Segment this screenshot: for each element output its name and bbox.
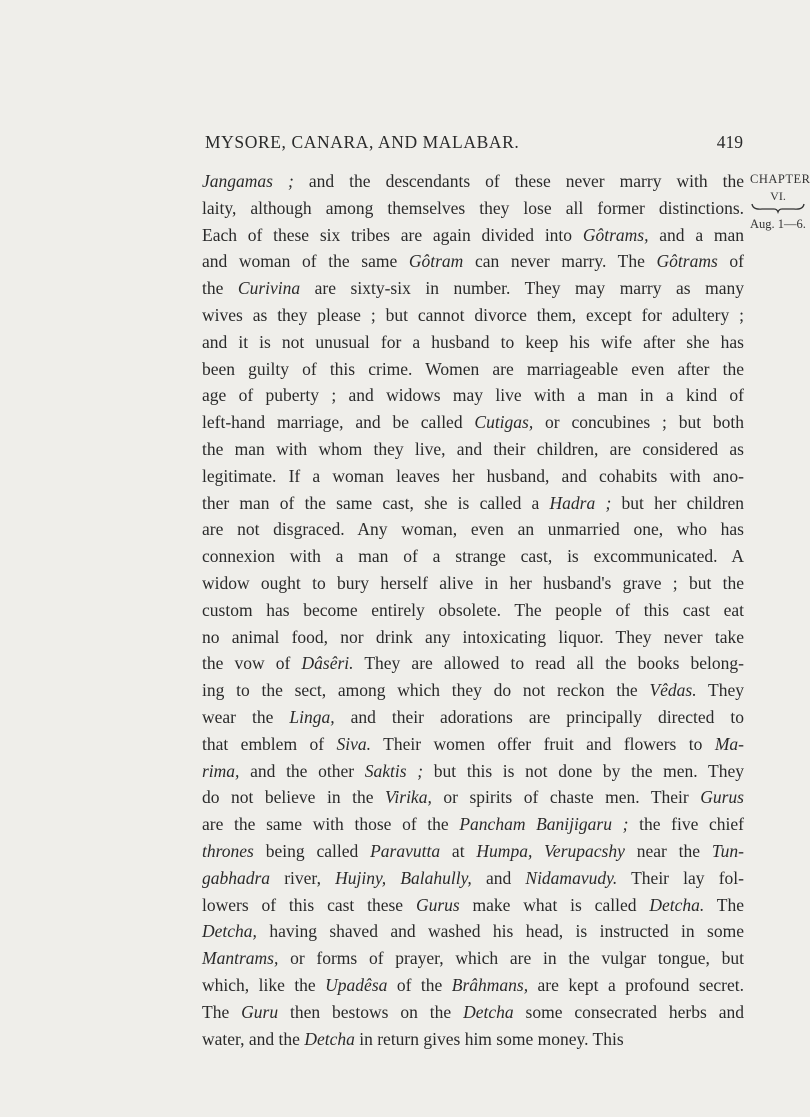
text-run: the five chief [628,814,745,835]
text-run: been guilty of this crime. Women are marriageable even after the [202,358,744,379]
page-number: 419 [716,132,743,152]
text-run: widow ought to bury herself alive in her husband's grave ; but the [202,572,744,593]
text-run: but this is not done by the men. They [423,760,744,781]
text-line [202,463,744,490]
text-line [202,222,744,249]
italic-text: Gôtram [408,251,464,272]
text-line [202,731,744,758]
text-run: They [696,680,744,701]
text-line [202,168,744,195]
text-run: and a man [648,224,744,245]
text-run: ther man of the same cast, she is called a [202,492,550,513]
text-line [202,677,744,704]
text-run: or concubines ; but both [533,412,744,433]
text-run: and it is not unusual for a husband to keep his wife after she has [202,331,744,352]
text-line [202,811,744,838]
text-line [202,918,744,945]
italic-text: Siva. [336,733,372,754]
italic-text: Linga, [289,706,335,727]
text-line [202,570,744,597]
text-run: wear the [202,706,290,727]
italic-text: Tun- [711,840,744,861]
italic-text: Hujiny, Balahully, [335,867,472,888]
text-run: lowers of this cast these [202,894,416,915]
text-line [202,195,744,222]
italic-text: Saktis ; [364,760,424,781]
text-run: and [471,867,526,888]
text-run: make what is called [459,894,650,915]
italic-text: Gôtrams [656,251,718,272]
text-run: are sixty-six in number. They may marry as many [300,278,744,299]
text-run: do not believe in the [202,787,385,808]
text-line [202,356,744,383]
text-run: age of puberty ; and widows may live with a man in a kind of [202,385,744,406]
text-line [202,1026,744,1053]
text-line [202,999,744,1026]
text-line [202,972,744,999]
page-header [205,132,743,156]
body-text [202,168,744,1052]
margin-chapter-label: CHAPTER [750,172,810,186]
text-line [202,624,744,651]
text-run: custom has become entirely obsolete. The people of this cast eat [202,599,744,620]
text-line [202,543,744,570]
text-run: river, [270,867,336,888]
text-line [202,409,744,436]
italic-text: Cutigas, [474,412,534,433]
italic-text: Mantrams, [202,948,279,969]
text-run: or spirits of chaste men. Their [431,787,701,808]
text-line [202,784,744,811]
text-run: the vow of [202,653,302,674]
text-run: laity, although among themselves they lose all former distinctions. [202,197,744,218]
text-run: connexion with a man of a strange cast, is excommunicated. A [202,546,744,567]
text-run: The [202,1001,242,1022]
italic-text: Gôtrams, [582,224,649,245]
italic-text: Detcha, [202,921,257,942]
text-run: Their lay fol- [617,867,744,888]
text-line [202,758,744,785]
text-line [202,302,744,329]
italic-text: Hadra ; [549,492,612,513]
text-line [202,516,744,543]
italic-text: Jangamas ; [202,171,294,191]
italic-text: Vêdas. [649,680,697,701]
text-line [202,490,744,517]
text-run: and their adorations are principally directed to [334,706,744,727]
text-run: being called [253,840,371,861]
text-run: of the [387,974,452,995]
text-run: which, like the [202,974,326,995]
italic-text: Virika, [385,787,432,808]
margin-date-range: Aug. 1—6. [750,217,806,231]
text-run: having shaved and washed his head, is instructed in some [256,921,744,942]
text-run: some consecrated herbs and [513,1001,744,1022]
italic-text: gabhadra [202,867,271,888]
italic-text: Paravutta [370,840,441,861]
text-line [202,650,744,677]
text-run: are not disgraced. Any woman, even an unmarried one, who has [202,519,744,540]
brace-icon [750,203,806,213]
text-line [202,597,744,624]
text-run: can never marry. The [463,251,657,272]
text-run: water, and the [202,1028,305,1049]
italic-text: Dâsêri. [301,653,354,674]
italic-text: Detcha. [649,894,705,915]
italic-text: Gurus [700,787,744,808]
text-run: then bestows on the [278,1001,464,1022]
italic-text: Guru [241,1001,279,1022]
text-line [202,382,744,409]
text-run: Their women offer fruit and flowers to [371,733,715,754]
text-run: and woman of the same [202,251,409,272]
text-run: the [202,278,238,299]
text-line [202,704,744,731]
text-run: near the [624,840,712,861]
italic-text: Brâhmans, [451,974,529,995]
italic-text: Detcha [463,1001,514,1022]
text-run: that emblem of [202,733,337,754]
text-run: wives as they please ; but cannot divorce them, except for adultery ; [202,304,744,325]
italic-text: thrones [202,840,254,861]
italic-text: Ma- [714,733,744,754]
text-line [202,865,744,892]
text-run: legitimate. If a woman leaves her husband, and cohabits with ano- [202,465,744,486]
text-run: ing to the sect, among which they do not reckon the [202,680,650,701]
text-run: are kept a profound secret. [528,974,744,995]
text-line [202,275,744,302]
text-run: and the other [239,760,365,781]
italic-text: rima, [202,760,240,781]
text-line [202,329,744,356]
text-run: Each of these six tribes are again divided into [202,224,583,245]
text-run: They are allowed to read all the books belong- [353,653,744,674]
margin-chapter-number: VI. [770,189,786,203]
italic-text: Upadêsa [325,974,388,995]
running-head: MYSORE, CANARA, AND MALABAR. [205,132,520,152]
text-line [202,892,744,919]
text-line [202,838,744,865]
text-run: are the same with those of the [202,814,460,835]
italic-text: Curivina [237,278,301,299]
text-run: and the descendants of these never marry with the [293,171,744,191]
italic-text: Humpa, Verupacshy [476,840,625,861]
italic-text: Pancham Banijigaru ; [459,814,629,835]
text-run: in return gives him some money. This [354,1028,624,1049]
text-run: no animal food, nor drink any intoxicating liquor. They never take [202,626,744,647]
text-line [202,248,744,275]
italic-text: Nidamavudy. [525,867,618,888]
margin-note [750,170,810,234]
text-run: or forms of prayer, which are in the vulgar tongue, but [278,948,744,969]
text-run: the man with whom they live, and their children, are considered as [202,438,744,459]
text-run: left-hand marriage, and be called [202,412,475,433]
text-run: The [704,894,744,915]
text-line [202,436,744,463]
text-run: of [717,251,745,272]
italic-text: Detcha [304,1028,355,1049]
italic-text: Gurus [415,894,460,915]
text-run: but her children [611,492,744,513]
text-line [202,945,744,972]
text-run: at [440,840,477,861]
